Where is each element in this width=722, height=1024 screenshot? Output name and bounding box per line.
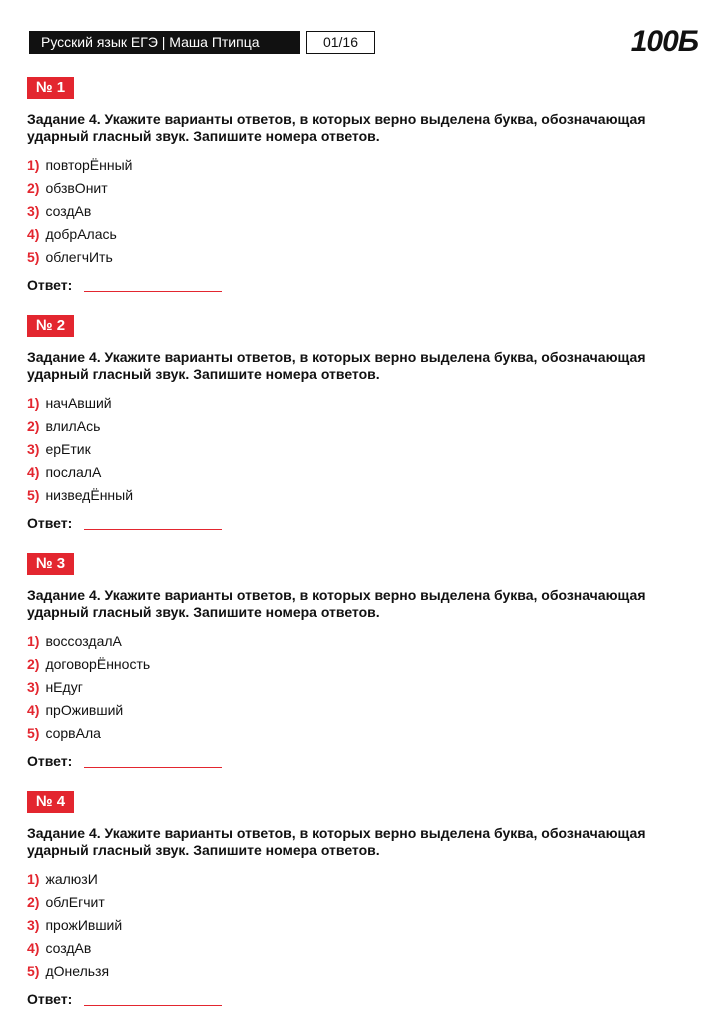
option-item: [27, 676, 667, 699]
options-list: [27, 868, 667, 983]
option-number: 2): [27, 180, 40, 196]
answer-label: Ответ:: [27, 277, 73, 293]
option-number: 5): [27, 725, 40, 741]
option-word: жалюзИ: [45, 871, 98, 887]
option-number: 2): [27, 656, 40, 672]
option-item: [27, 246, 667, 269]
option-item: [27, 722, 667, 745]
task-number-badge: № 4: [27, 791, 74, 813]
answer-row: [27, 512, 667, 532]
option-item: [27, 630, 667, 653]
option-number: 4): [27, 702, 40, 718]
option-item: [27, 154, 667, 177]
task-number-badge: № 2: [27, 315, 74, 337]
option-word: воссоздалА: [45, 633, 122, 649]
option-item: [27, 891, 667, 914]
option-item: [27, 438, 667, 461]
option-number: 1): [27, 871, 40, 887]
page-number: 01/16: [306, 31, 375, 54]
option-word: сорвАла: [45, 725, 101, 741]
answer-row: [27, 988, 667, 1008]
task-question: Задание 4. Укажите варианты ответов, в которых верно выделена буква, обозначающая ударный гласный звук. Запишите номера ответов.: [27, 825, 646, 858]
option-word: облегчИть: [45, 249, 113, 265]
option-number: 1): [27, 395, 40, 411]
option-word: дОнельзя: [45, 963, 110, 979]
answer-line[interactable]: [84, 529, 222, 530]
option-item: [27, 914, 667, 937]
option-number: 3): [27, 679, 40, 695]
option-number: 3): [27, 441, 40, 457]
header-bar: [29, 31, 375, 54]
option-word: ерЕтик: [45, 441, 91, 457]
option-item: [27, 461, 667, 484]
option-word: добрАлась: [45, 226, 117, 242]
task-2: [27, 315, 667, 532]
option-item: [27, 392, 667, 415]
option-item: [27, 200, 667, 223]
option-number: 4): [27, 940, 40, 956]
option-word: начАвший: [45, 395, 112, 411]
task-3: [27, 553, 667, 770]
option-word: обзвОнит: [45, 180, 108, 196]
option-word: низведЁнный: [45, 487, 134, 503]
course-title: Русский язык ЕГЭ | Маша Птипца: [29, 31, 300, 54]
option-item: [27, 960, 667, 983]
answer-row: [27, 274, 667, 294]
option-word: нЕдуг: [45, 679, 83, 695]
option-number: 4): [27, 464, 40, 480]
task-number-badge: № 1: [27, 77, 74, 99]
option-item: [27, 868, 667, 891]
answer-line[interactable]: [84, 1005, 222, 1006]
option-word: повторЁнный: [45, 157, 133, 173]
option-word: послалА: [45, 464, 102, 480]
option-item: [27, 699, 667, 722]
option-item: [27, 937, 667, 960]
option-number: 3): [27, 917, 40, 933]
task-question: Задание 4. Укажите варианты ответов, в которых верно выделена буква, обозначающая ударный гласный звук. Запишите номера ответов.: [27, 587, 646, 620]
option-number: 2): [27, 418, 40, 434]
option-number: 5): [27, 249, 40, 265]
answer-label: Ответ:: [27, 991, 73, 1007]
option-word: прОживший: [45, 702, 124, 718]
option-number: 4): [27, 226, 40, 242]
option-number: 5): [27, 963, 40, 979]
answer-row: [27, 750, 667, 770]
answer-line[interactable]: [84, 767, 222, 768]
task-1: [27, 77, 667, 294]
task-number-badge: № 3: [27, 553, 74, 575]
option-word: влилАсь: [45, 418, 101, 434]
option-word: создАв: [45, 203, 92, 219]
option-item: [27, 484, 667, 507]
option-word: договорЁнность: [45, 656, 151, 672]
brand-logo: 100Б: [630, 25, 698, 58]
option-number: 3): [27, 203, 40, 219]
options-list: [27, 154, 667, 269]
task-question: Задание 4. Укажите варианты ответов, в которых верно выделена буква, обозначающая ударный гласный звук. Запишите номера ответов.: [27, 111, 646, 144]
option-number: 1): [27, 633, 40, 649]
option-item: [27, 653, 667, 676]
option-word: облЕгчит: [45, 894, 105, 910]
answer-label: Ответ:: [27, 753, 73, 769]
option-number: 5): [27, 487, 40, 503]
options-list: [27, 392, 667, 507]
options-list: [27, 630, 667, 745]
answer-line[interactable]: [84, 291, 222, 292]
task-4: [27, 791, 667, 1008]
option-item: [27, 415, 667, 438]
option-number: 1): [27, 157, 40, 173]
option-item: [27, 177, 667, 200]
option-word: прожИвший: [45, 917, 123, 933]
task-question: Задание 4. Укажите варианты ответов, в которых верно выделена буква, обозначающая ударный гласный звук. Запишите номера ответов.: [27, 349, 646, 382]
option-number: 2): [27, 894, 40, 910]
option-item: [27, 223, 667, 246]
option-word: создАв: [45, 940, 92, 956]
answer-label: Ответ:: [27, 515, 73, 531]
